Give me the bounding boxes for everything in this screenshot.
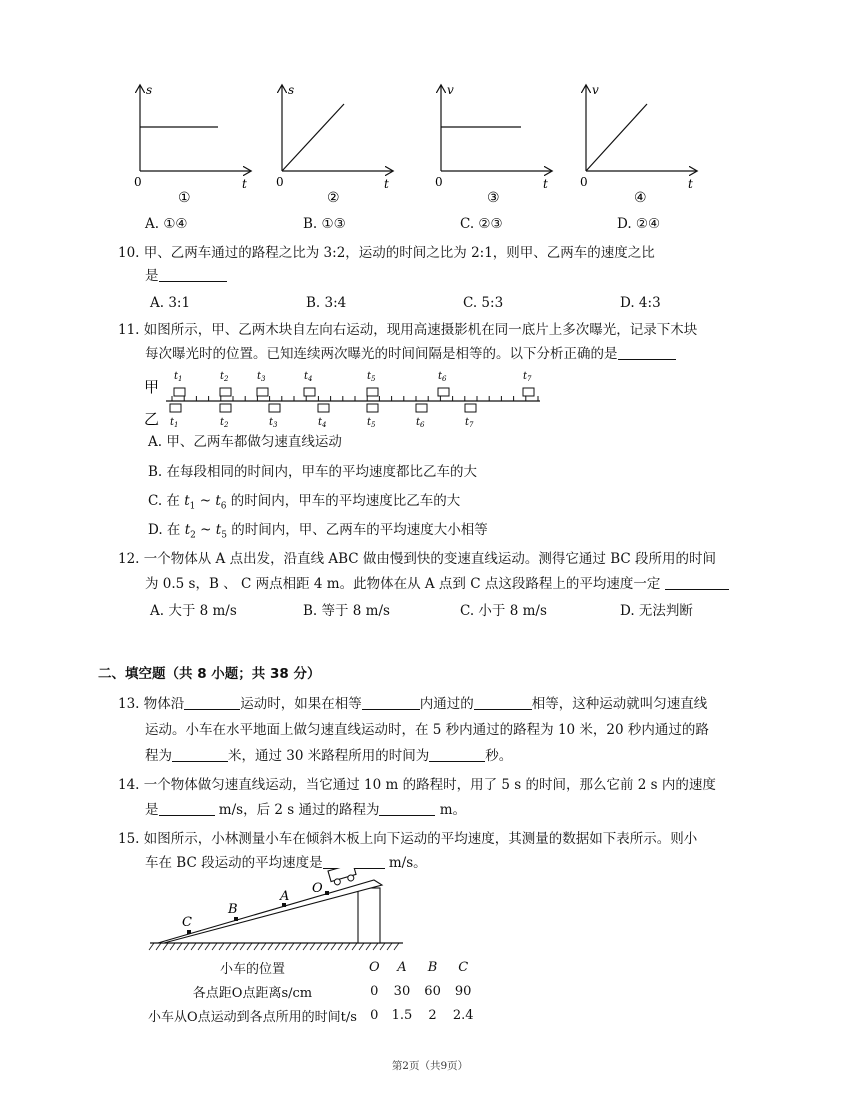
graph-4 <box>580 83 696 206</box>
graph-2-origin: 0 <box>276 175 284 189</box>
graph-2-caption: ② <box>327 190 340 206</box>
cart-icon <box>328 868 357 886</box>
yi-position-block <box>416 404 427 412</box>
q15-data-table <box>142 955 480 1027</box>
jia-position-block <box>367 388 378 396</box>
table-cell: 90 <box>454 983 472 999</box>
q12-option-a: A. 大于 8 m/s <box>150 603 237 619</box>
yi-position-block <box>220 404 231 412</box>
jia-position-block <box>523 388 534 396</box>
yi-position-label: $t_1$ <box>170 417 179 429</box>
table-cell: 2 <box>428 1007 437 1023</box>
q10-option-a: A. 3:1 <box>150 295 191 311</box>
graph-2-ylabel: s <box>288 83 295 97</box>
yi-position-block <box>367 404 378 412</box>
q15-line-1: 15. 如图所示，小林测量小车在倾斜木板上向下运动的平均速度，其测量的数据如下表所示。则小 <box>118 831 698 847</box>
yi-position-block <box>465 404 476 412</box>
table-cell: 0 <box>370 1007 379 1023</box>
table-cell: 小车的位置 <box>219 961 285 977</box>
q15-line-2: 车在 BC 段运动的平均速度是 m/s。 <box>145 855 427 871</box>
jia-position-label: $t_7$ <box>523 371 532 383</box>
answer-blank[interactable] <box>362 695 420 710</box>
point-c-label: C <box>182 915 192 930</box>
table-cell: 2.4 <box>452 1007 474 1023</box>
exposure-strip-figure <box>142 370 552 432</box>
q13-line-2: 运动。小车在水平地面上做匀速直线运动时，在 5 秒内通过的路程为 10 米，20 秒内通过的路 <box>145 722 709 738</box>
q12-option-d: D. 无法判断 <box>620 603 693 619</box>
q10-option-d: D. 4:3 <box>620 295 661 311</box>
yi-position-block <box>269 404 280 412</box>
table-cell: C <box>458 959 469 975</box>
q9-option-b: B. ①③ <box>303 216 346 232</box>
table-cell: 60 <box>424 983 441 999</box>
table-cell: B <box>427 959 438 975</box>
table-cell: 小车从O点运动到各点所用的时间t/s <box>148 1009 357 1025</box>
jia-position-label: $t_4$ <box>304 371 313 383</box>
jia-position-block <box>257 388 268 396</box>
point-b-label: B <box>228 902 238 917</box>
graph-1-xlabel: t <box>242 177 247 191</box>
answer-blank[interactable] <box>159 801 215 816</box>
graph-3-xlabel: t <box>543 177 548 191</box>
q9-option-c: C. ②③ <box>460 216 503 232</box>
q10-line-2: 是 <box>145 266 227 286</box>
jia-position-label: $t_6$ <box>438 371 447 383</box>
q14-line-2: 是 m/s，后 2 s 通过的路程为 m。 <box>145 802 467 818</box>
q12-option-c: C. 小于 8 m/s <box>460 603 547 619</box>
jia-position-block <box>304 388 315 396</box>
q11-option-c: C. 在 $t_1$ ~ $t_6$ 的时间内，甲车的平均速度比乙车的大 <box>148 493 461 512</box>
q12-option-b: B. 等于 8 m/s <box>303 603 390 619</box>
graph-3 <box>435 83 551 206</box>
graph-4-origin: 0 <box>580 175 588 189</box>
answer-blank[interactable] <box>379 801 435 816</box>
row-label-jia: 甲 <box>144 378 160 396</box>
point-a-label: A <box>280 889 290 904</box>
graph-1-origin: 0 <box>134 175 142 189</box>
graph-1-caption: ① <box>178 190 191 206</box>
jia-position-label: $t_2$ <box>220 371 229 383</box>
answer-blank[interactable] <box>184 695 240 710</box>
yi-position-label: $t_7$ <box>465 417 474 429</box>
q11-line-1: 11. 如图所示，甲、乙两木块自左向右运动，现用高速摄影机在同一底片上多次曝光，记录下木块 <box>118 322 698 338</box>
graph-4-caption: ④ <box>634 190 647 206</box>
q14-line-1: 14. 一个物体做匀速直线运动，当它通过 10 m 的路程时，用了 5 s 的时间，那么它前 2 s 内的速度 <box>118 777 716 793</box>
graph-1 <box>134 83 250 206</box>
row-label-yi: 乙 <box>144 410 160 428</box>
table-cell: 0 <box>370 983 379 999</box>
q12-line-1: 12. 一个物体从 A 点出发，沿直线 ABC 做由慢到快的变速直线运动。测得它通过 BC 段所用的时间 <box>118 551 717 567</box>
graph-4-ylabel: v <box>592 83 599 97</box>
graph-2 <box>276 83 392 206</box>
table-row <box>142 979 480 1003</box>
q10-line-1: 10. 甲、乙两车通过的路程之比为 3:2，运动的时间之比为 2:1，则甲、乙两车的速度之比 <box>118 245 655 261</box>
q11-option-b: B. 在每段相同的时间内，甲车的平均速度都比乙车的大 <box>148 464 478 480</box>
yi-position-label: $t_5$ <box>367 417 376 429</box>
answer-blank[interactable] <box>665 575 729 590</box>
yi-position-block <box>170 404 181 412</box>
section-heading: 二、填空题（共 8 小题；共 38 分） <box>98 666 321 682</box>
graph-3-origin: 0 <box>435 175 443 189</box>
table-cell: O <box>368 959 380 975</box>
q11-option-a: A. 甲、乙两车都做匀速直线运动 <box>148 434 342 450</box>
jia-position-block <box>174 388 185 396</box>
graph-3-caption: ③ <box>487 190 500 206</box>
graph-4-xlabel: t <box>688 177 693 191</box>
q12-line-2: 为 0.5 s，B 、 C 两点相距 4 m。此物体在从 A 点到 C 点这段路程上的平均速度一定 <box>145 574 729 594</box>
q9-option-d: D. ②④ <box>617 216 661 232</box>
graph-2-xlabel: t <box>384 177 389 191</box>
yi-position-label: $t_6$ <box>416 417 425 429</box>
answer-blank[interactable] <box>474 695 532 710</box>
answer-blank[interactable] <box>159 267 227 282</box>
q11-line-2: 每次曝光时的位置。已知连续两次曝光的时间间隔是相等的。以下分析正确的是 <box>145 344 676 364</box>
q13-line-3: 程为 米，通过 30 米路程所用的时间为 秒。 <box>145 748 513 764</box>
answer-blank[interactable] <box>323 854 385 869</box>
yi-position-label: $t_4$ <box>318 417 327 429</box>
yi-position-block <box>318 404 329 412</box>
q10-option-c: C. 5:3 <box>463 295 504 311</box>
table-cell: 各点距O点距离s/cm <box>192 985 313 1001</box>
table-cell: 30 <box>393 983 411 999</box>
table-row <box>142 955 480 979</box>
motion-graphs <box>110 78 730 208</box>
graph-1-ylabel: s <box>146 83 153 97</box>
answer-blank[interactable] <box>618 345 676 360</box>
incline-figure <box>138 868 408 956</box>
answer-blank[interactable] <box>429 747 485 762</box>
jia-position-label: $t_5$ <box>367 371 376 383</box>
q10-option-b: B. 3:4 <box>306 295 347 311</box>
graph-3-ylabel: v <box>447 83 454 97</box>
jia-position-label: $t_3$ <box>257 371 266 383</box>
jia-position-label: $t_1$ <box>174 371 183 383</box>
table-cell: A <box>397 959 407 975</box>
yi-position-label: $t_3$ <box>269 417 278 429</box>
page-footer: 第2页（共9页） <box>391 1060 469 1072</box>
table-cell: 1.5 <box>391 1007 413 1023</box>
q9-option-a: A. ①④ <box>145 216 188 232</box>
q11-option-d: D. 在 $t_2$ ~ $t_5$ 的时间内，甲、乙两车的平均速度大小相等 <box>148 522 488 541</box>
q13-line-1: 13. 物体沿 运动时，如果在相等 内通过的 相等，这种运动就叫匀速直线 <box>118 696 708 712</box>
answer-blank[interactable] <box>172 747 228 762</box>
jia-position-block <box>438 388 449 396</box>
point-o-label: O <box>312 881 323 896</box>
table-row <box>142 1003 480 1027</box>
jia-position-block <box>220 388 231 396</box>
yi-position-label: $t_2$ <box>220 417 229 429</box>
